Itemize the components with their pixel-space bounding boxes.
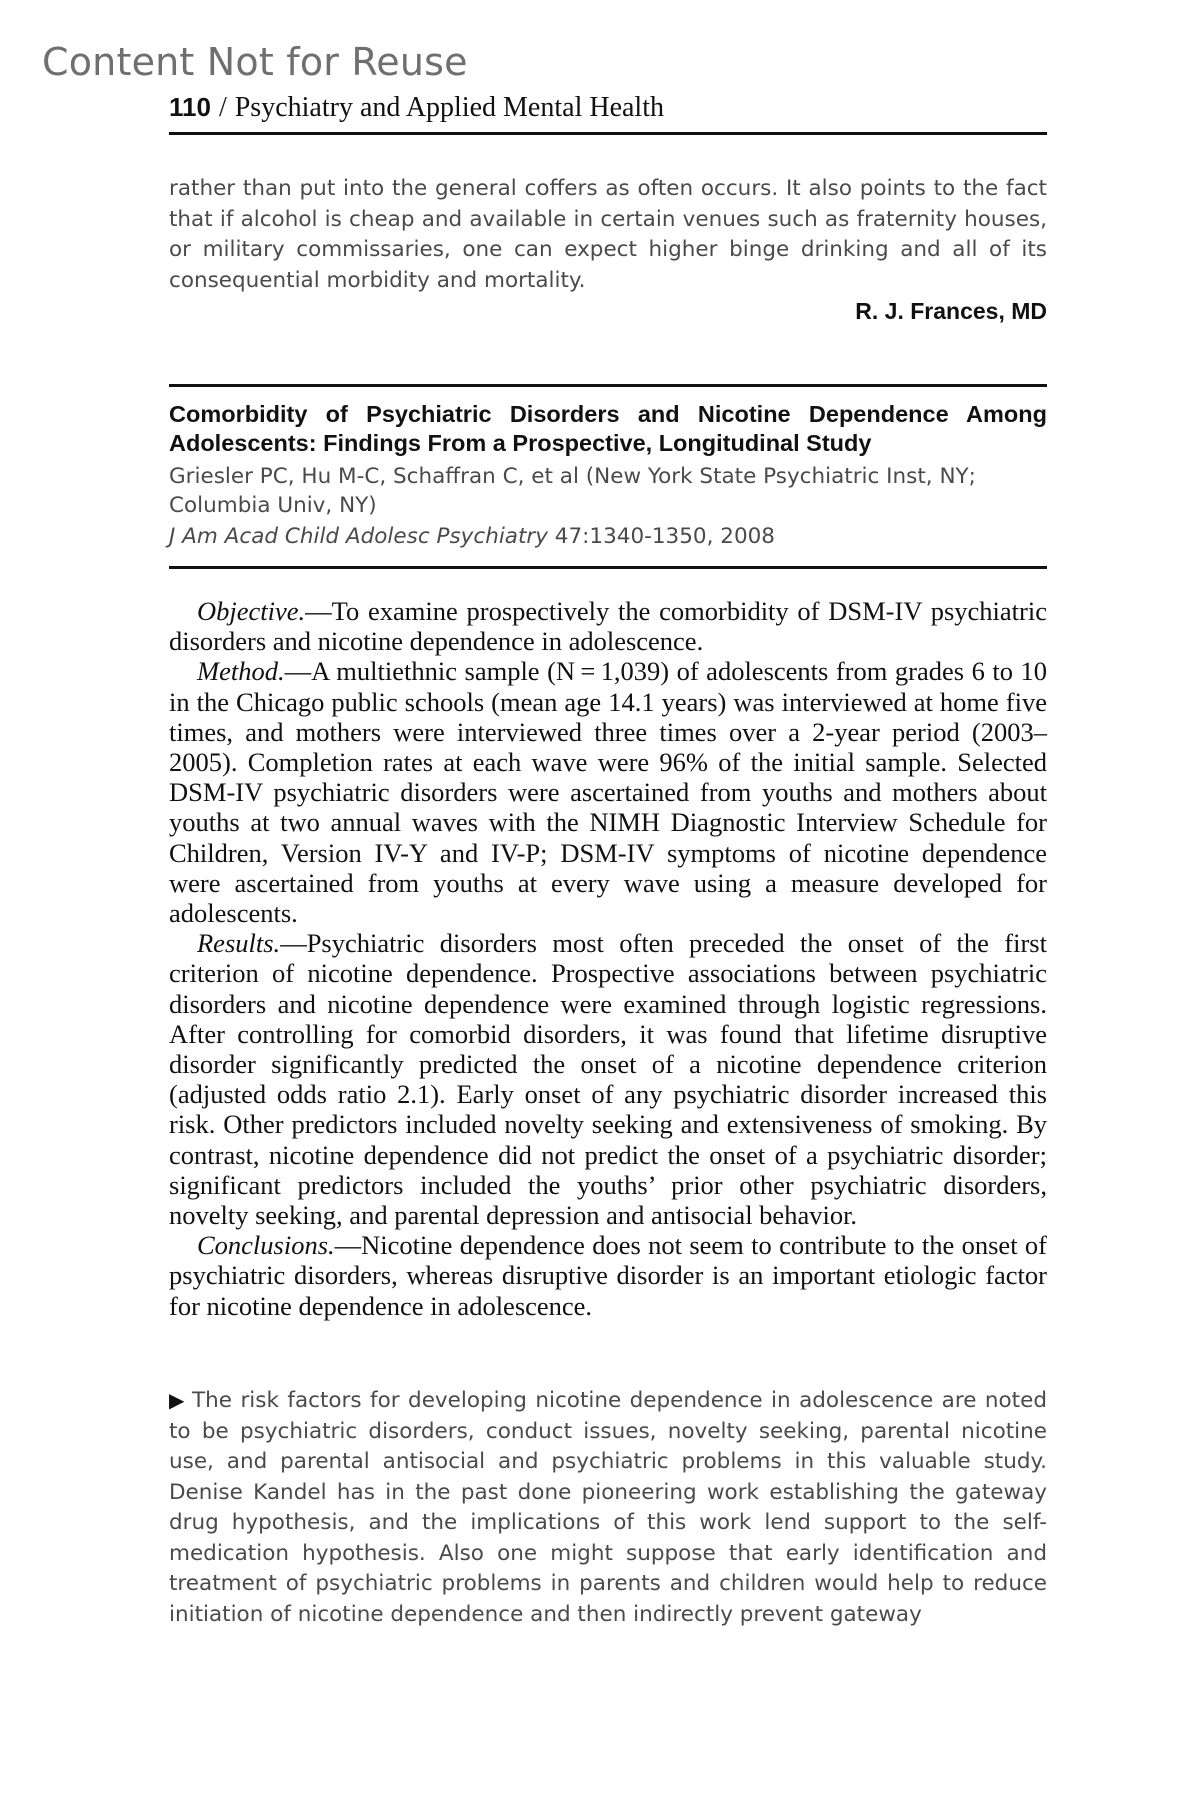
objective-label: Objective. — [197, 596, 306, 626]
results-text: —Psychiatric disorders most often preceded the onset of the first criterion of nicotine dependence. Prospective associations between psychiatric disorders and nicotine dependence were examined through logistic regressions. After controlling for comorbid disorders, it was found that lifetime disruptive disorder significantly predicted the onset of a nicotine dependence criterion (adjusted odds ratio 2.1). Early onset of any psychiatric disorder increased this risk. Other predictors included novelty seeking and extensiveness of smoking. By contrast, nicotine dependence did not predict the onset of a psychiatric disorder; significant predictors included the youths’ prior other psychiatric disorders, novelty seeking, and parental depression and antisocial behavior. — [169, 928, 1047, 1231]
article-authors: Griesler PC, Hu M-C, Schaffran C, et al (New York State Psychiatric Inst, NY; Columbia Univ, NY) — [169, 464, 976, 518]
method-label: Method. — [197, 656, 285, 687]
objective-text: —To examine prospectively the comorbidity of DSM-IV psychiatric disorders and nicotine dependence in adolescence. — [169, 596, 1047, 657]
method-text: —A multiethnic sample (N = 1,039) of adolescents from grades 6 to 10 in the Chicago public schools (mean age 14.1 years) was interviewed at home five times, and mothers were interviewed three times over a 2-year period (2003–2005). Completion rates at each wave were 96% of the initial sample. Selected DSM-IV psychiatric disorders were ascertained from youths and mothers about youths at two annual waves with the NIMH Diagnostic Interview Schedule for Children, Version IV-Y and IV-P; DSM-IV symptoms of nicotine dependence were ascertained from youths at every wave using a measure developed for adolescents. — [169, 656, 1047, 929]
abstract-method — [169, 656, 1047, 928]
header-rule — [169, 132, 1047, 135]
commentary — [169, 1385, 1047, 1630]
running-header — [169, 92, 1047, 124]
article-bottom-rule — [169, 566, 1047, 569]
article-title: Comorbidity of Psychiatric Disorders and Nicotine Dependence Among Adolescents: Findings From a Prospective, Longitudinal Study — [169, 401, 1047, 456]
citation-journal: J Am Acad Child Adolesc Psychiatry — [169, 524, 548, 549]
conclusions-text: —Nicotine dependence does not seem to contribute to the onset of psychiatric disorders, whereas disruptive disorder is an important etiologic factor for nicotine dependence in adolescence. — [169, 1230, 1047, 1321]
commentary-arrow-icon: ▶ — [169, 1388, 187, 1412]
journal-title: Psychiatry and Applied Mental Health — [234, 92, 664, 123]
commentary-text: The risk factors for developing nicotine dependence in adolescence are noted to be psychiatric disorders, conduct issues, novelty seeking, parental nicotine use, and parental antisocial and psychiatric problems in this valuable study. Denise Kandel has in the past done pioneering work establishing the gateway drug hypothesis, and the implications of this work lend support to the self-medication hypothesis. Also one might suppose that early identification and treatment of psychiatric problems in parents and children would help to reduce initiation of nicotine dependence and then indirectly prevent gateway — [169, 1388, 1047, 1627]
watermark: Content Not for Reuse — [42, 40, 468, 84]
abstract-objective — [169, 596, 1047, 656]
header-separator: / — [218, 92, 227, 123]
article-top-rule — [169, 384, 1047, 387]
results-label: Results. — [197, 928, 281, 959]
page-number: 110 — [169, 92, 211, 122]
conclusions-label: Conclusions. — [197, 1230, 335, 1261]
comment-signature: R. J. Frances, MD — [855, 298, 1047, 324]
abstract — [169, 596, 1047, 1321]
article-citation — [169, 522, 1047, 553]
abstract-results — [169, 928, 1047, 1230]
citation-volume-pages: 47:1340-1350, 2008 — [547, 524, 775, 549]
abstract-conclusions — [169, 1230, 1047, 1321]
previous-comment-text: rather than put into the general coffers as often occurs. It also points to the fact that if alcohol is cheap and available in certain venues such as fraternity houses, or military commissaries, one can expect higher binge drinking and all of its consequential morbidity and mortality. — [169, 176, 1047, 293]
